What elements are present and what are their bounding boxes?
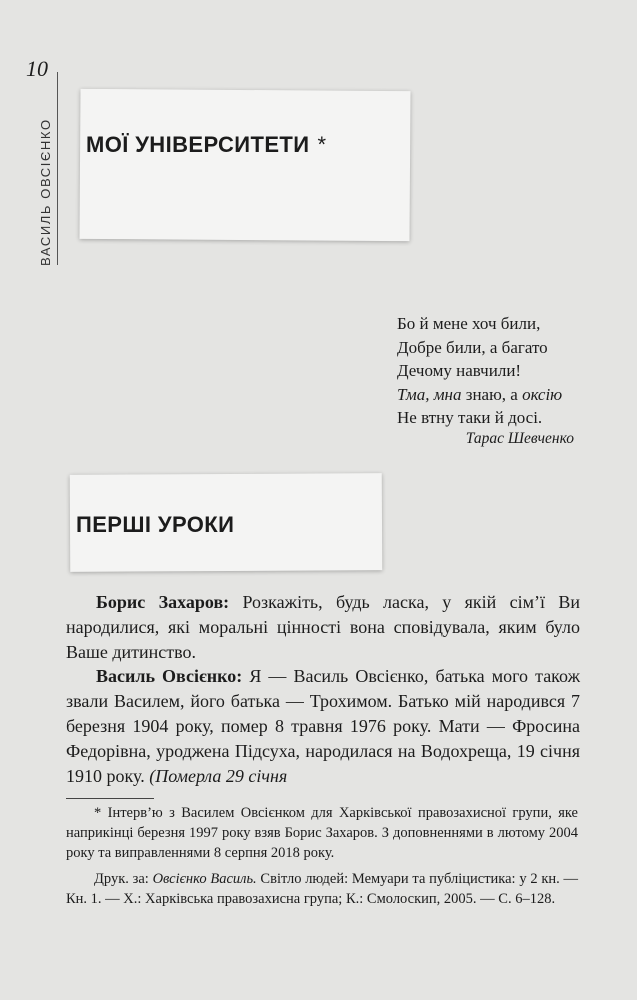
epigraph-text: знаю, а — [461, 384, 523, 404]
speech-text-italic: (Померла 29 січня — [149, 765, 288, 786]
epigraph-italic: оксію — [522, 384, 563, 404]
side-rule — [57, 72, 58, 265]
epigraph-line: Не втну таки й досі. — [397, 408, 543, 427]
speaker-name: Василь Овсієнко: — [96, 666, 243, 687]
source-prefix: Друк. за: — [94, 871, 153, 887]
interview-text — [66, 590, 580, 788]
footnote-marker: * — [317, 132, 327, 157]
epigraph-italic: Тма, мна — [397, 384, 462, 404]
section-title-box — [79, 89, 410, 241]
epigraph-line: Бо й мене хоч били, — [397, 314, 541, 333]
epigraph-line: Дечому навчили! — [397, 361, 522, 380]
epigraph-author: Тарас Шевченко — [465, 430, 574, 447]
page-number: 10 — [26, 56, 48, 81]
epigraph-line: Добре били, а багато — [397, 337, 548, 357]
footnote-divider — [66, 798, 154, 799]
speaker-name: Борис Захаров: — [96, 592, 230, 612]
footnote: * Інтерв’ю з Василем Овсієнком для Харківської правозахисної групи, яке наприкінці березня 1997 року взяв Борис Захаров. З доповненнями в лютому 2004 року та виправленнями 8 серпня 2018 року. — [66, 805, 578, 861]
paragraph — [66, 664, 580, 788]
section-title — [86, 132, 326, 158]
source-author: Овсієнко Василь. — [152, 871, 257, 887]
section-title-text: МОЇ УНІВЕРСИТЕТИ — [86, 132, 310, 157]
epigraph-line — [397, 383, 562, 407]
footnotes — [66, 803, 578, 915]
epigraph — [397, 312, 562, 430]
speech-text: Розкажіть, будь ласка, у якій сім’ї Ви народилися, які моральні цінності вона сповідувала, яким було Ваше дитинство. — [66, 592, 580, 662]
running-head: ВАСИЛЬ ОВСІЄНКО — [38, 118, 53, 266]
subsection-title: ПЕРШІ УРОКИ — [76, 512, 235, 537]
speech-text: Я — Василь Овсієнко, батька мого також звали Василем, його батька — Трохимом. Батько мій народився 7 березня 1904 року, помер 8 травня 1976 року. Мати — Фросина Федорівна, уроджена Підсуха, народилася на Водохреща, 19 січня 1910 року. — [66, 666, 581, 786]
source-details: Світло людей: Мемуари та публіцистика: у 2 кн. — Кн. 1. — Х.: Харківська правозахисна група; К.: Смолоскип, 2005. — С. 6–128. — [66, 871, 578, 907]
paragraph — [66, 590, 580, 664]
source-note — [66, 869, 578, 909]
